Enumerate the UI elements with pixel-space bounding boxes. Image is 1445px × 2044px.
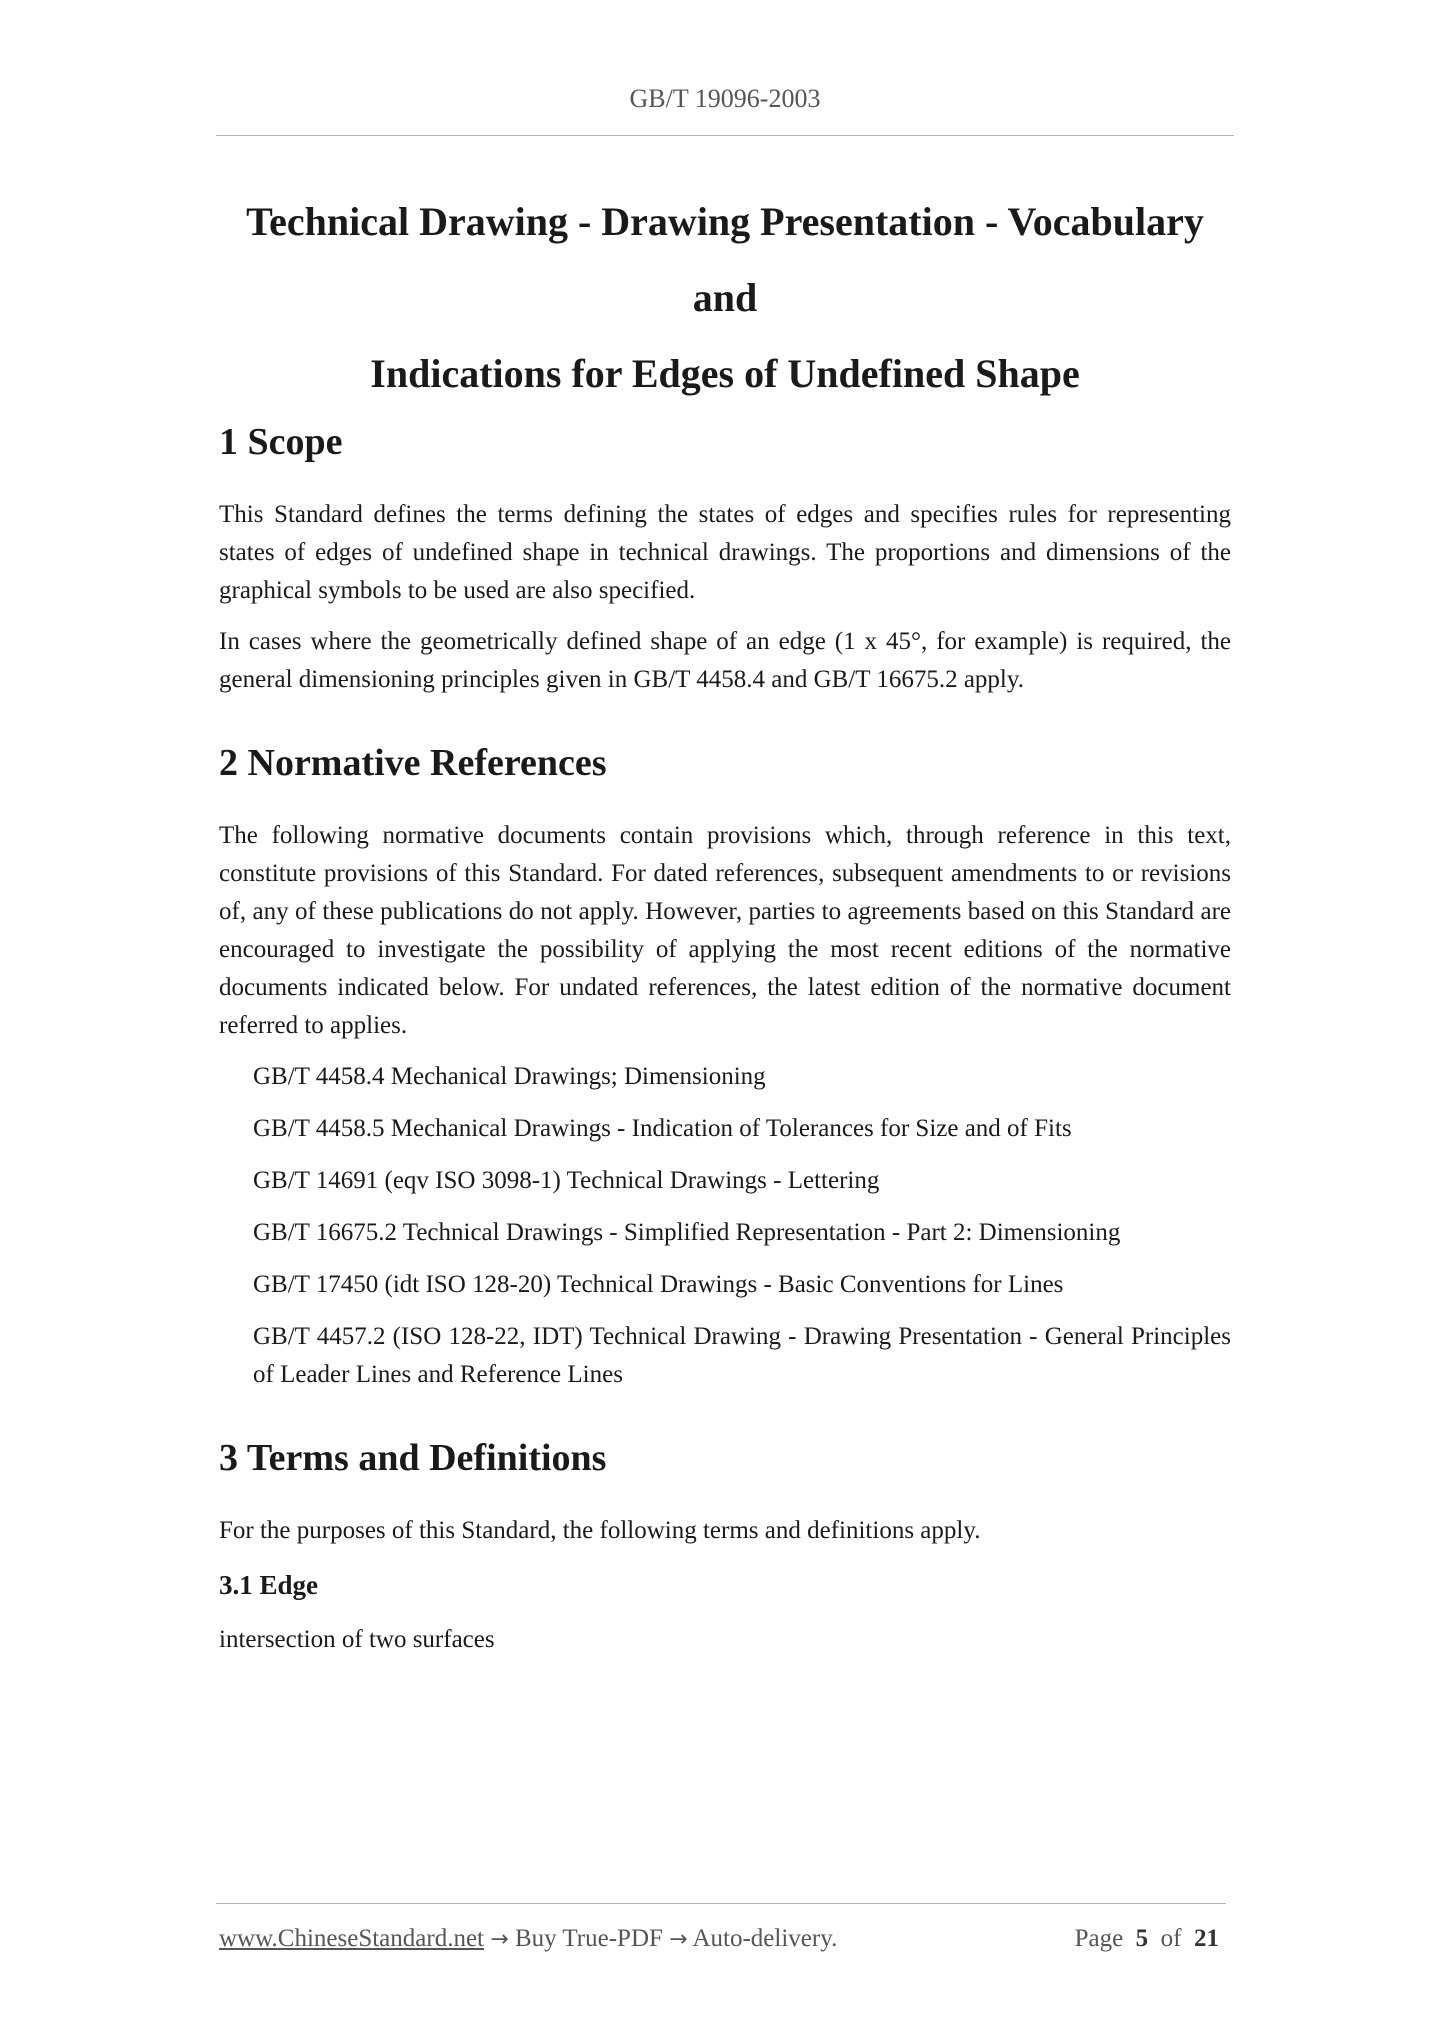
page-current: 5	[1135, 1925, 1149, 1952]
edge-definition: intersection of two surfaces	[219, 1626, 495, 1653]
reference-item: GB/T 14691 (eqv ISO 3098-1) Technical Drawings - Lettering	[253, 1167, 880, 1194]
arrow-right-icon: →	[490, 1927, 509, 1952]
scope-paragraph-1: This Standard defines the terms defining the states of edges and specifies rules for representing states of edges of undefined shape in technical drawings. The proportions and dimensions of the graphical symbols to be used are also specified.	[219, 501, 1231, 604]
footer-divider	[216, 1903, 1226, 1904]
page-label: Page	[1074, 1925, 1124, 1952]
document-body	[219, 418, 1231, 1659]
page-of-label: of	[1160, 1925, 1182, 1952]
reference-item: GB/T 17450 (idt ISO 128-20) Technical Drawings - Basic Conventions for Lines	[253, 1271, 1064, 1298]
footer-promo	[219, 1922, 837, 1957]
page-total: 21	[1194, 1925, 1219, 1952]
reference-item: GB/T 4458.4 Mechanical Drawings; Dimensioning	[253, 1063, 766, 1090]
document-title-line-2: Indications for Edges of Undefined Shape	[370, 351, 1080, 396]
page-header: GB/T 19096-2003	[629, 84, 821, 113]
reference-item: GB/T 4458.5 Mechanical Drawings - Indication of Tolerances for Size and of Fits	[253, 1115, 1072, 1142]
reference-item: GB/T 4457.2 (ISO 128-22, IDT) Technical Drawing - Drawing Presentation - General Principles of Leader Lines and Reference Lines	[253, 1323, 1231, 1388]
website-link[interactable]: www.ChineseStandard.net	[219, 1925, 484, 1952]
buy-true-pdf-text: Buy True-PDF	[514, 1925, 663, 1952]
reference-list	[219, 1045, 1231, 1394]
subsection-heading-edge: 3.1 Edge	[219, 1570, 319, 1600]
auto-delivery-text: Auto-delivery.	[692, 1925, 838, 1952]
page-number	[1075, 1922, 1219, 1956]
header-divider	[216, 135, 1234, 136]
scope-paragraph-2: In cases where the geometrically defined shape of an edge (1 x 45°, for example) is required, the general dimensioning principles given in GB/T 4458.4 and GB/T 16675.2 apply.	[219, 628, 1231, 693]
section-heading-normative-references: 2 Normative References	[219, 742, 607, 784]
document-title	[216, 184, 1234, 412]
document-title-line-1: Technical Drawing - Drawing Presentation - Vocabulary and	[246, 199, 1204, 320]
section-heading-terms-and-definitions: 3 Terms and Definitions	[219, 1437, 607, 1479]
reference-item: GB/T 16675.2 Technical Drawings - Simplified Representation - Part 2: Dimensioning	[253, 1219, 1121, 1246]
terms-paragraph: For the purposes of this Standard, the following terms and definitions apply.	[219, 1517, 981, 1544]
arrow-right-icon: →	[669, 1927, 688, 1952]
normative-references-paragraph: The following normative documents contain provisions which, through reference in this text, constitute provisions of this Standard. For dated references, subsequent amendments to or revisions of, any of these publications do not apply. However, parties to agreements based on this Standard are encouraged to investigate the possibility of applying the most recent editions of the normative documents indicated below. For undated references, the latest edition of the normative document referred to applies.	[219, 822, 1231, 1039]
section-heading-scope: 1 Scope	[219, 421, 343, 463]
